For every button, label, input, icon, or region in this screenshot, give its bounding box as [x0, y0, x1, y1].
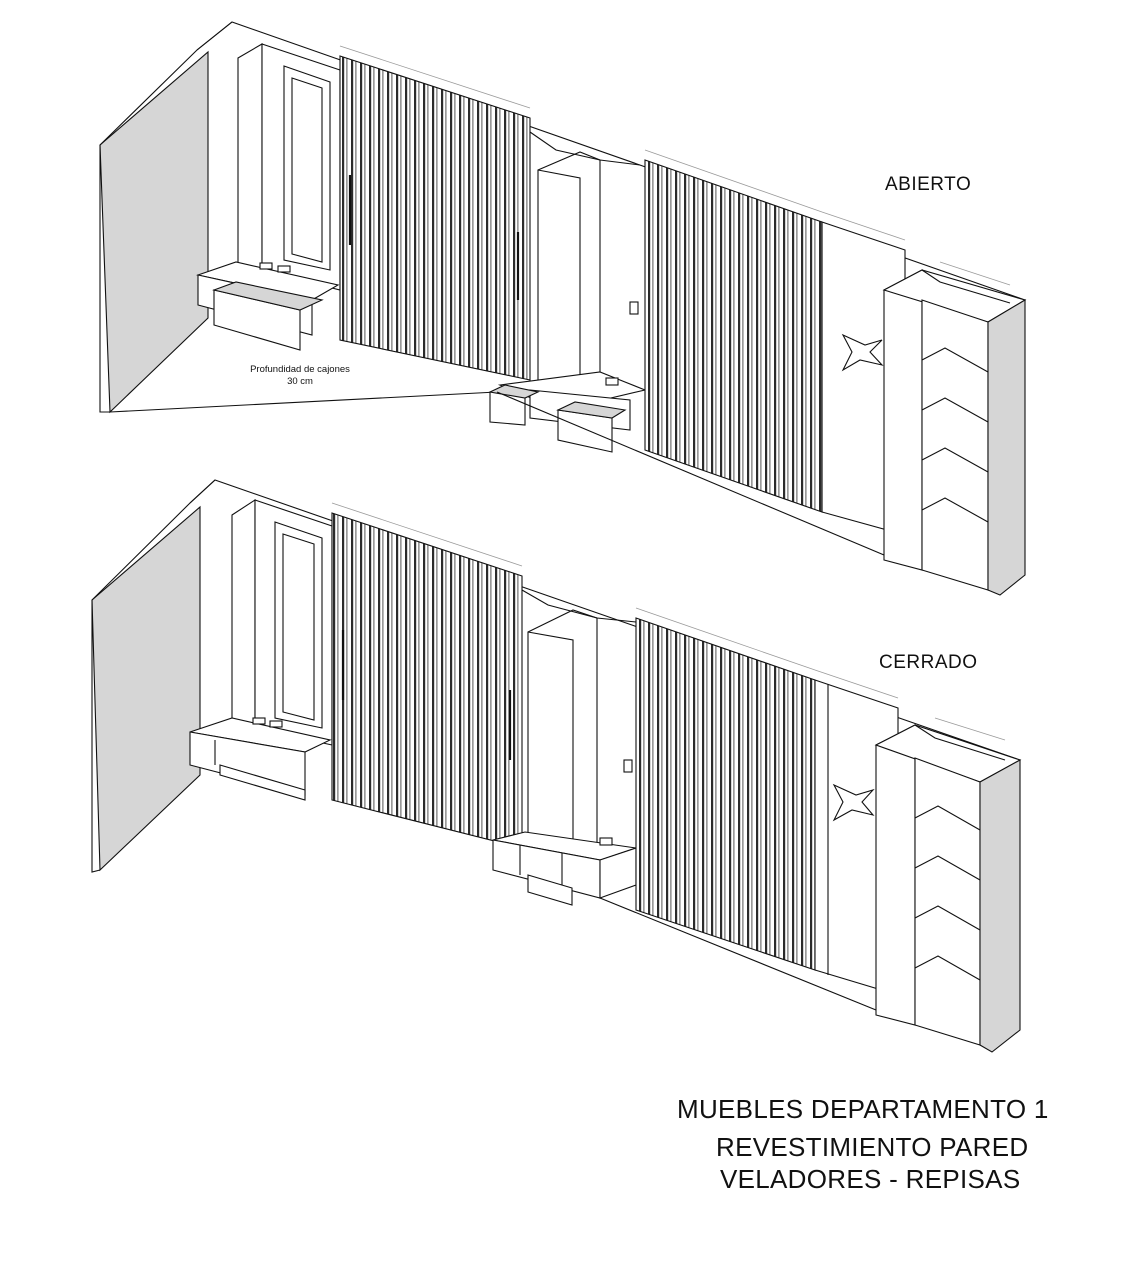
left-wall: [100, 52, 208, 412]
view-label-closed: CERRADO: [879, 652, 978, 673]
left-column: [232, 500, 255, 730]
back-wall-bottom-edge: [110, 392, 497, 412]
closed-view: [92, 480, 1020, 1052]
shelf-back: [922, 300, 988, 590]
slat-panel-2: [645, 160, 822, 512]
title-line-1: MUEBLES DEPARTAMENTO 1: [677, 1094, 1049, 1124]
shelf-side-right: [988, 300, 1025, 595]
open-view: [100, 22, 1025, 595]
slat-panel-1: [340, 56, 530, 380]
slat-panel-1: [332, 513, 522, 848]
wall-outlet: [630, 302, 638, 314]
title-block: [640, 1090, 1110, 1198]
shelf-side-left: [876, 725, 915, 1025]
drawer-depth-note-line2: 30 cm: [287, 376, 313, 387]
shelf-side-right: [980, 760, 1020, 1052]
title-line-3: VELADORES - REPISAS: [720, 1164, 1021, 1194]
wall-outlet: [624, 760, 632, 772]
left-wall: [92, 507, 200, 870]
drawer-depth-note-line1: Profundidad de cajones: [250, 364, 350, 375]
center-tall-cabinet: [538, 152, 600, 395]
slat-panel-2: [636, 618, 815, 970]
center-tall-cabinet: [528, 610, 597, 852]
title-line-2: REVESTIMIENTO PARED: [716, 1132, 1029, 1162]
drawer-depth-note: [232, 364, 368, 388]
left-column: [238, 44, 262, 272]
shelf-back: [915, 758, 980, 1045]
shelf-side-left: [884, 270, 922, 570]
view-label-open: ABIERTO: [885, 174, 972, 195]
